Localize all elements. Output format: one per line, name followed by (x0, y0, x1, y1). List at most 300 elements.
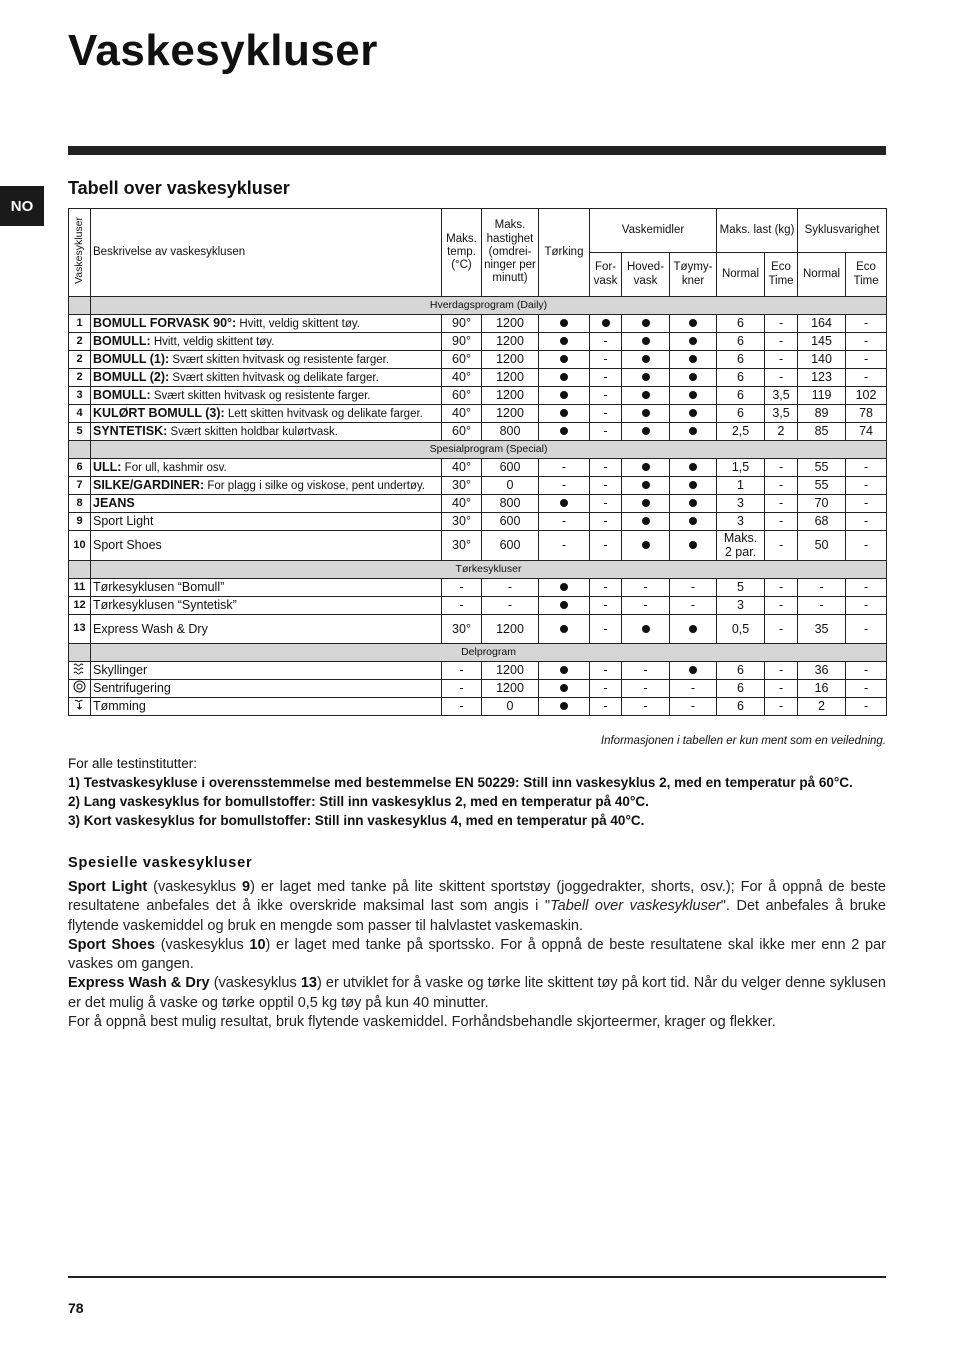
mainwash-cell: - (622, 697, 670, 715)
cycle-name: SILKE/GARDINER: (93, 477, 205, 492)
load-normal-cell: 3 (717, 513, 765, 531)
speed-cell: 1200 (482, 661, 539, 679)
section-header-row (69, 297, 887, 315)
drying-cell: - (539, 459, 590, 477)
bullet-icon (560, 391, 568, 399)
cycle-description (91, 578, 442, 596)
cycle-name: Skyllinger (93, 663, 148, 678)
softener-cell (670, 531, 717, 561)
prewash-cell: - (590, 351, 622, 369)
drying-cell (539, 679, 590, 697)
section-spacer (69, 297, 91, 315)
speed-cell: 600 (482, 531, 539, 561)
load-normal-cell: 1,5 (717, 459, 765, 477)
drying-cell (539, 495, 590, 513)
drying-header: Tørking (539, 209, 590, 297)
load-eco-cell: - (765, 614, 798, 643)
duration-eco-cell: - (846, 578, 887, 596)
bullet-icon (689, 391, 697, 399)
table-row (69, 531, 887, 561)
drying-cell: - (539, 477, 590, 495)
cycle-description (91, 614, 442, 643)
cycle-name: JEANS (93, 496, 135, 511)
bullet-icon (560, 583, 568, 591)
load-eco-cell: - (765, 697, 798, 715)
temp-cell: 90° (442, 333, 482, 351)
temp-cell: - (442, 679, 482, 697)
bullet-icon (689, 427, 697, 435)
load-eco-cell: - (765, 495, 798, 513)
load-normal-cell: 5 (717, 578, 765, 596)
section-title: Tørkesykluser (91, 560, 887, 578)
speed-cell: 800 (482, 423, 539, 441)
load-eco-cell: - (765, 578, 798, 596)
duration-normal-cell: 140 (798, 351, 846, 369)
bullet-icon (642, 319, 650, 327)
drain-icon (69, 697, 91, 715)
bullet-icon (560, 684, 568, 692)
load-eco-cell: - (765, 661, 798, 679)
cycle-number: 6 (69, 459, 91, 477)
load-normal-cell: Maks. 2 par. (717, 531, 765, 561)
note-item: 2) Lang vaskesyklus for bomullstoffer: Still inn vaskesyklus 2, med en temperatur på 40°C. (68, 794, 649, 809)
cycle-detail: Svært skitten hvitvask og resistente farger. (150, 389, 371, 402)
drying-cell (539, 405, 590, 423)
duration-eco-cell: - (846, 679, 887, 697)
table-row (69, 333, 887, 351)
speed-cell: 1200 (482, 351, 539, 369)
table-title: Tabell over vaskesykluser (68, 178, 290, 198)
max-speed-header: Maks. hastighet (omdrei- ninger per minutt) (482, 209, 539, 297)
softener-cell (670, 495, 717, 513)
table-body (69, 297, 887, 716)
temp-cell: 60° (442, 351, 482, 369)
cycle-detail: For plagg i silke og viskose, pent undertøy. (204, 479, 426, 492)
bottom-rule (68, 1276, 886, 1278)
temp-cell: - (442, 578, 482, 596)
table-row (69, 679, 887, 697)
bullet-icon (642, 391, 650, 399)
load-normal-cell: 0,5 (717, 614, 765, 643)
cycle-description (91, 387, 442, 405)
prewash-cell: - (590, 477, 622, 495)
speed-cell: 1200 (482, 405, 539, 423)
duration-eco-cell: - (846, 351, 887, 369)
wash-cycle-table (68, 208, 887, 716)
duration-normal-header: Normal (798, 253, 846, 297)
cycle-detail: For ull, kashmir osv. (121, 461, 227, 474)
mainwash-cell: - (622, 661, 670, 679)
mainwash-cell (622, 405, 670, 423)
softener-cell: - (670, 578, 717, 596)
bullet-icon (689, 517, 697, 525)
bullet-icon (689, 541, 697, 549)
duration-eco-cell: 78 (846, 405, 887, 423)
table-row (69, 614, 887, 643)
duration-normal-cell: - (798, 578, 846, 596)
cycle-number: 2 (69, 351, 91, 369)
table-row (69, 697, 887, 715)
softener-cell (670, 333, 717, 351)
bullet-icon (642, 499, 650, 507)
section-header-row (69, 643, 887, 661)
mainwash-cell (622, 369, 670, 387)
load-normal-cell: 6 (717, 315, 765, 333)
bullet-icon (560, 337, 568, 345)
softener-cell (670, 423, 717, 441)
bullet-icon (689, 373, 697, 381)
drying-cell (539, 423, 590, 441)
speed-cell: 1200 (482, 387, 539, 405)
cycle-description (91, 369, 442, 387)
bullet-icon (602, 319, 610, 327)
mainwash-cell (622, 333, 670, 351)
table-row (69, 596, 887, 614)
duration-normal-cell: 2 (798, 697, 846, 715)
speed-cell: 800 (482, 495, 539, 513)
bullet-icon (560, 666, 568, 674)
softener-cell (670, 405, 717, 423)
mainwash-cell (622, 387, 670, 405)
table-row (69, 423, 887, 441)
load-eco-cell: - (765, 596, 798, 614)
duration-eco-cell: - (846, 459, 887, 477)
note-item: 3) Kort vaskesyklus for bomullstoffer: Still inn vaskesyklus 4, med en temperatur på 40°C. (68, 813, 645, 828)
temp-cell: 90° (442, 315, 482, 333)
table-row (69, 459, 887, 477)
notes-heading: For alle testinstitutter: (68, 756, 198, 771)
duration-normal-cell: - (798, 596, 846, 614)
cycle-name: Tørkesyklusen “Bomull” (93, 580, 225, 595)
load-eco-cell: 3,5 (765, 405, 798, 423)
duration-eco-cell: - (846, 315, 887, 333)
table-row (69, 315, 887, 333)
duration-normal-cell: 119 (798, 387, 846, 405)
duration-eco-header: Eco Time (846, 253, 887, 297)
cycle-detail: Svært skitten holdbar kulørtvask. (167, 425, 338, 438)
cycle-detail: Lett skitten hvitvask og delikate farger. (224, 407, 423, 420)
duration-eco-cell: - (846, 531, 887, 561)
description-header: Beskrivelse av vaskesyklusen (91, 209, 442, 297)
temp-cell: 60° (442, 423, 482, 441)
softener-cell: - (670, 679, 717, 697)
cycle-name: BOMULL: (93, 387, 151, 402)
cycle-description (91, 495, 442, 513)
bullet-icon (689, 337, 697, 345)
drying-cell: - (539, 531, 590, 561)
bullet-icon (642, 541, 650, 549)
softener-header: Tøymy- kner (670, 253, 717, 297)
duration-normal-cell: 55 (798, 459, 846, 477)
prewash-cell: - (590, 614, 622, 643)
bullet-icon (560, 499, 568, 507)
duration-normal-cell: 70 (798, 495, 846, 513)
top-rule (68, 146, 886, 155)
sport-light-paragraph: Sport Light (vaskesyklus 9) er laget med tanke på lite skittent sportstøy (joggedrakter, shorts, osv.); For å oppnå de beste resultatene anbefales det å ikke overskride maksimal last som angis i "Tabell over vaskesykluser". Det anbefales å bruke flytende vaskemiddel og bruk en mengde som passer til halvlastet vaskemaskin. (68, 879, 886, 934)
softener-cell (670, 477, 717, 495)
bullet-icon (689, 625, 697, 633)
bullet-icon (689, 666, 697, 674)
load-eco-cell: - (765, 477, 798, 495)
table-row (69, 351, 887, 369)
prewash-cell: - (590, 513, 622, 531)
bullet-icon (689, 481, 697, 489)
cycle-number: 7 (69, 477, 91, 495)
load-normal-cell: 6 (717, 369, 765, 387)
cycle-number: 4 (69, 405, 91, 423)
cycle-name: Tømming (93, 699, 146, 714)
cycle-description (91, 351, 442, 369)
bullet-icon (560, 355, 568, 363)
prewash-cell: - (590, 369, 622, 387)
speed-cell: 600 (482, 513, 539, 531)
duration-normal-cell: 89 (798, 405, 846, 423)
speed-cell: 1200 (482, 333, 539, 351)
cycle-description (91, 423, 442, 441)
cycle-number: 13 (69, 614, 91, 643)
speed-cell: 1200 (482, 614, 539, 643)
mainwash-cell: - (622, 596, 670, 614)
bullet-icon (642, 355, 650, 363)
cycle-description (91, 531, 442, 561)
table-row (69, 495, 887, 513)
bullet-icon (689, 319, 697, 327)
detergents-header: Vaskemidler (590, 209, 717, 253)
temp-cell: 30° (442, 513, 482, 531)
drying-cell (539, 596, 590, 614)
prewash-cell: - (590, 661, 622, 679)
drying-cell (539, 661, 590, 679)
duration-eco-cell: - (846, 513, 887, 531)
note-item: 1) Testvaskesykluse i overensstemmelse med bestemmelse EN 50229: Still inn vaskesyklus 2, med en temperatur på 60°C. (68, 775, 853, 790)
mainwash-header: Hoved- vask (622, 253, 670, 297)
mainwash-cell (622, 351, 670, 369)
section-title: Delprogram (91, 643, 887, 661)
cycle-number: 12 (69, 596, 91, 614)
load-eco-header: Eco Time (765, 253, 798, 297)
temp-cell: 30° (442, 531, 482, 561)
mainwash-cell (622, 495, 670, 513)
softener-cell (670, 459, 717, 477)
cycle-detail: Hvitt, veldig skittent tøy. (150, 335, 275, 348)
special-cycles-body (68, 878, 886, 1032)
mainwash-cell (622, 423, 670, 441)
temp-cell: - (442, 661, 482, 679)
rinse-icon (69, 661, 91, 679)
load-normal-cell: 2,5 (717, 423, 765, 441)
section-header-row (69, 441, 887, 459)
duration-eco-cell: - (846, 614, 887, 643)
bullet-icon (689, 355, 697, 363)
softener-cell (670, 315, 717, 333)
table-row (69, 661, 887, 679)
speed-cell: - (482, 578, 539, 596)
duration-normal-cell: 35 (798, 614, 846, 643)
cycle-name: Sentrifugering (93, 681, 171, 696)
speed-cell: 1200 (482, 369, 539, 387)
special-cycles-title: Spesielle vaskesykluser (68, 855, 253, 871)
cycle-name: BOMULL (2): (93, 369, 170, 384)
duration-eco-cell: - (846, 477, 887, 495)
bullet-icon (642, 427, 650, 435)
cycle-name: Sport Light (93, 514, 154, 529)
mainwash-cell: - (622, 578, 670, 596)
load-eco-cell: - (765, 459, 798, 477)
section-spacer (69, 643, 91, 661)
table-footnote: Informasjonen i tabellen er kun ment som en veiledning. (600, 735, 886, 747)
cycles-header: Vaskesykluser (69, 209, 91, 297)
cycle-description (91, 333, 442, 351)
duration-eco-cell: - (846, 333, 887, 351)
duration-eco-cell: - (846, 369, 887, 387)
load-eco-cell: - (765, 351, 798, 369)
section-title: Hverdagsprogram (Daily) (91, 297, 887, 315)
cycle-name: ULL: (93, 459, 122, 474)
max-temp-header: Maks. temp. (°C) (442, 209, 482, 297)
bullet-icon (560, 409, 568, 417)
duration-eco-cell: 102 (846, 387, 887, 405)
bullet-icon (642, 625, 650, 633)
temp-cell: 40° (442, 369, 482, 387)
table-row (69, 578, 887, 596)
spin-icon (69, 679, 91, 697)
drying-cell (539, 333, 590, 351)
table-row (69, 477, 887, 495)
temp-cell: 40° (442, 459, 482, 477)
prewash-cell: - (590, 333, 622, 351)
cycle-description (91, 315, 442, 333)
page-number: 78 (68, 1300, 84, 1316)
drying-cell (539, 578, 590, 596)
load-normal-cell: 3 (717, 596, 765, 614)
cycle-number: 9 (69, 513, 91, 531)
load-eco-cell: - (765, 531, 798, 561)
prewash-cell: - (590, 531, 622, 561)
load-eco-cell: 3,5 (765, 387, 798, 405)
bullet-icon (642, 463, 650, 471)
cycle-name: Express Wash & Dry (93, 621, 208, 636)
bullet-icon (560, 625, 568, 633)
temp-cell: 40° (442, 495, 482, 513)
page-title: Vaskesykluser (68, 26, 378, 75)
load-normal-cell: 1 (717, 477, 765, 495)
softener-cell (670, 661, 717, 679)
cycle-description (91, 661, 442, 679)
softener-cell (670, 513, 717, 531)
cycle-detail: Svært skitten hvitvask og resistente farger. (169, 353, 390, 366)
cycle-number: 8 (69, 495, 91, 513)
speed-cell: - (482, 596, 539, 614)
drying-cell (539, 351, 590, 369)
express-paragraph: Express Wash & Dry (vaskesyklus 13) er utviklet for å vaske og tørke lite skittent tøy på kort tid. Når du velger denne syklusen er det mulig å vaske og tørke opptil 0,5 kg tøy på kun 40 minutter. (68, 975, 886, 1011)
table-row (69, 405, 887, 423)
duration-normal-cell: 36 (798, 661, 846, 679)
cycle-name: SYNTETISK: (93, 423, 168, 438)
bullet-icon (560, 601, 568, 609)
test-institute-notes (68, 754, 898, 830)
mainwash-cell (622, 459, 670, 477)
bullet-icon (642, 409, 650, 417)
duration-normal-cell: 123 (798, 369, 846, 387)
load-normal-cell: 6 (717, 405, 765, 423)
cycle-name: BOMULL: (93, 333, 151, 348)
prewash-cell: - (590, 578, 622, 596)
cycle-name: BOMULL FORVASK 90°: (93, 315, 237, 330)
speed-cell: 1200 (482, 315, 539, 333)
softener-cell: - (670, 596, 717, 614)
bullet-icon (560, 373, 568, 381)
section-spacer (69, 441, 91, 459)
bullet-icon (560, 702, 568, 710)
drying-cell (539, 369, 590, 387)
prewash-cell: - (590, 459, 622, 477)
softener-cell (670, 387, 717, 405)
load-eco-cell: - (765, 679, 798, 697)
speed-cell: 600 (482, 459, 539, 477)
bullet-icon (689, 499, 697, 507)
temp-cell: 40° (442, 405, 482, 423)
temp-cell: - (442, 596, 482, 614)
load-normal-cell: 6 (717, 387, 765, 405)
prewash-cell: - (590, 423, 622, 441)
load-eco-cell: - (765, 513, 798, 531)
final-paragraph: For å oppnå best mulig resultat, bruk flytende vaskemiddel. Forhåndsbehandle skjorteermer, krager og flekker. (68, 1014, 776, 1031)
load-normal-header: Normal (717, 253, 765, 297)
mainwash-cell (622, 513, 670, 531)
temp-cell: 30° (442, 614, 482, 643)
softener-cell (670, 614, 717, 643)
bullet-icon (642, 373, 650, 381)
duration-eco-cell: 74 (846, 423, 887, 441)
prewash-cell: - (590, 387, 622, 405)
temp-cell: - (442, 697, 482, 715)
load-normal-cell: 6 (717, 333, 765, 351)
table-row (69, 369, 887, 387)
bullet-icon (642, 481, 650, 489)
cycle-description (91, 477, 442, 495)
duration-eco-cell: - (846, 697, 887, 715)
load-eco-cell: - (765, 369, 798, 387)
cycle-name: KULØRT BOMULL (3): (93, 405, 225, 420)
sport-shoes-paragraph: Sport Shoes (vaskesyklus 10) er laget med tanke på sportssko. For å oppnå de beste resultatene skal ikke mer enn 2 par vaskes om gangen. (68, 936, 886, 973)
prewash-cell: - (590, 405, 622, 423)
prewash-cell: - (590, 495, 622, 513)
prewash-cell (590, 315, 622, 333)
bullet-icon (689, 463, 697, 471)
prewash-cell: - (590, 697, 622, 715)
load-normal-cell: 6 (717, 679, 765, 697)
mainwash-cell: - (622, 679, 670, 697)
duration-normal-cell: 16 (798, 679, 846, 697)
duration-normal-cell: 68 (798, 513, 846, 531)
load-normal-cell: 3 (717, 495, 765, 513)
cycle-detail: Hvitt, veldig skittent tøy. (236, 317, 360, 330)
prewash-cell: - (590, 679, 622, 697)
cycle-number: 10 (69, 531, 91, 561)
cycle-number: 5 (69, 423, 91, 441)
duration-eco-cell: - (846, 661, 887, 679)
load-normal-cell: 6 (717, 661, 765, 679)
bullet-icon (642, 337, 650, 345)
cycle-description (91, 679, 442, 697)
load-normal-cell: 6 (717, 351, 765, 369)
duration-normal-cell: 85 (798, 423, 846, 441)
section-title: Spesialprogram (Special) (91, 441, 887, 459)
duration-normal-cell: 55 (798, 477, 846, 495)
bullet-icon (689, 409, 697, 417)
section-header-row (69, 560, 887, 578)
mainwash-cell (622, 531, 670, 561)
